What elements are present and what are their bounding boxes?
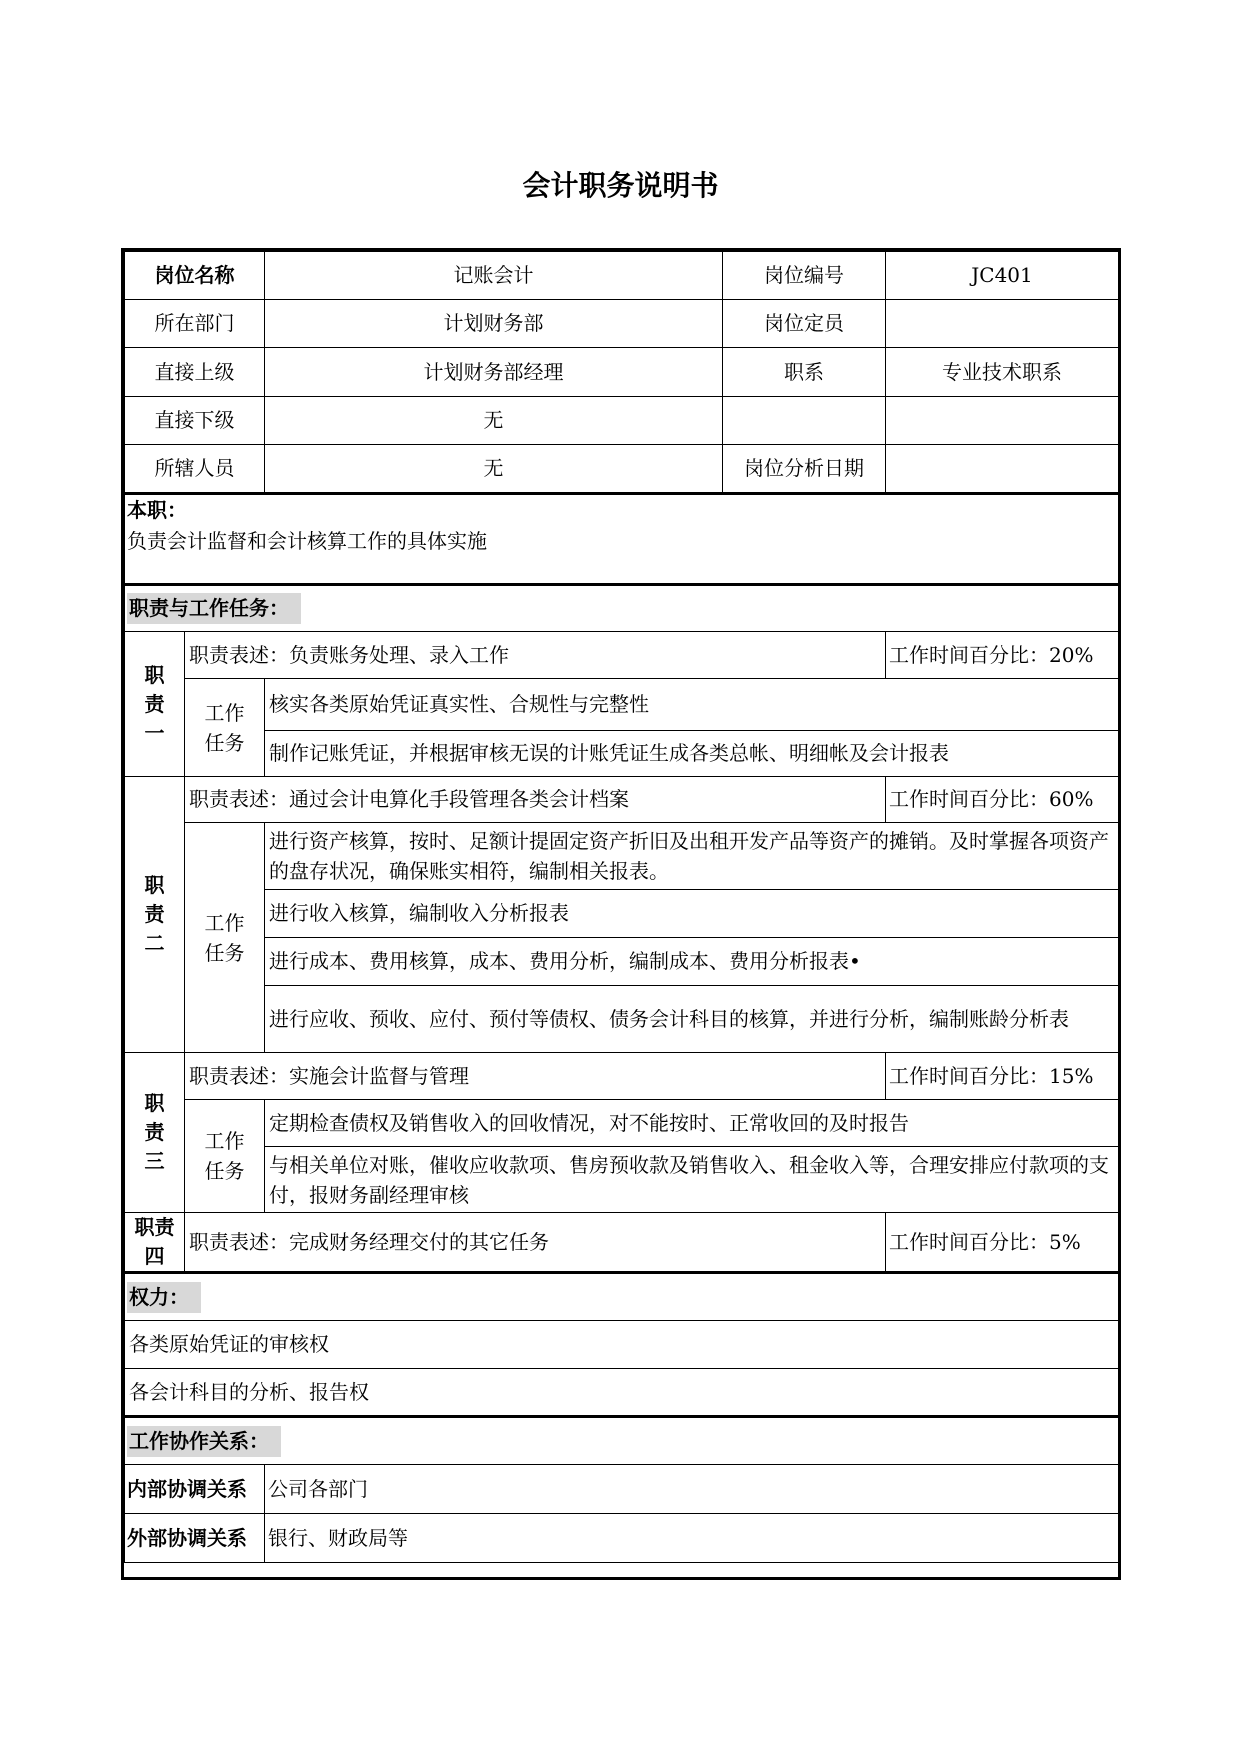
duty-pct: 工作时间百分比：15% bbox=[886, 1053, 1119, 1100]
task-item: 核实各类原始凭证真实性、合规性与完整性 bbox=[265, 679, 1119, 731]
task-row bbox=[125, 731, 1119, 777]
duty-desc: 职责表述：负责账务处理、录入工作 bbox=[185, 632, 886, 679]
internal-label: 内部协调关系 bbox=[125, 1465, 265, 1514]
info-row bbox=[125, 300, 1119, 348]
duty-desc-row bbox=[125, 777, 1119, 823]
info-value bbox=[886, 300, 1119, 348]
duty-pct: 工作时间百分比：5% bbox=[886, 1213, 1119, 1273]
info-value: 无 bbox=[265, 397, 723, 445]
info-label: 直接下级 bbox=[125, 397, 265, 445]
task-label: 工作 任务 bbox=[185, 1100, 265, 1213]
info-row bbox=[125, 348, 1119, 397]
duty-desc-row bbox=[125, 1213, 1119, 1273]
task-item: 与相关单位对账，催收应收款项、售房预收款及销售收入、租金收入等，合理安排应付款项的支付，报财务副经理审核 bbox=[265, 1147, 1119, 1213]
duty-pct: 工作时间百分比：20% bbox=[886, 632, 1119, 679]
task-row bbox=[125, 823, 1119, 890]
power-header-row bbox=[125, 1273, 1119, 1321]
duties-header-row bbox=[125, 585, 1119, 632]
info-label: 所在部门 bbox=[125, 300, 265, 348]
task-item: 进行资产核算，按时、足额计提固定资产折旧及出租开发产品等资产的摊销。及时掌握各项资产的盘存状况，确保账实相符，编制相关报表。 bbox=[265, 823, 1119, 890]
task-row bbox=[125, 1147, 1119, 1213]
internal-value: 公司各部门 bbox=[265, 1465, 1119, 1514]
task-row bbox=[125, 1100, 1119, 1147]
task-item: 进行成本、费用核算，成本、费用分析，编制成本、费用分析报表• bbox=[265, 938, 1119, 986]
cooperation-row bbox=[125, 1465, 1119, 1514]
info-row bbox=[125, 397, 1119, 445]
power-item: 各会计科目的分析、报告权 bbox=[125, 1369, 1119, 1417]
power-item: 各类原始凭证的审核权 bbox=[125, 1321, 1119, 1369]
info-label: 职系 bbox=[723, 348, 886, 397]
page-title: 会计职务说明书 bbox=[522, 169, 719, 202]
info-value: 计划财务部经理 bbox=[265, 348, 723, 397]
duty-desc-row bbox=[125, 1053, 1119, 1100]
task-row bbox=[125, 938, 1119, 986]
task-item: 进行收入核算，编制收入分析报表 bbox=[265, 890, 1119, 938]
cooperation-row bbox=[125, 1514, 1119, 1563]
duty-desc-row bbox=[125, 632, 1119, 679]
task-item: 制作记账凭证，并根据审核无误的计账凭证生成各类总帐、明细帐及会计报表 bbox=[265, 731, 1119, 777]
info-value: 计划财务部 bbox=[265, 300, 723, 348]
info-value: 无 bbox=[265, 445, 723, 494]
benzhi-section bbox=[125, 494, 1119, 585]
external-label: 外部协调关系 bbox=[125, 1514, 265, 1563]
task-item: 定期检查债权及销售收入的回收情况，对不能按时、正常收回的及时报告 bbox=[265, 1100, 1119, 1147]
external-value: 银行、财政局等 bbox=[265, 1514, 1119, 1563]
info-label: 岗位编号 bbox=[723, 252, 886, 300]
duty-label: 职 责 二 bbox=[125, 777, 185, 1053]
benzhi-text: 负责会计监督和会计核算工作的具体实施 bbox=[127, 529, 487, 553]
info-label: 直接上级 bbox=[125, 348, 265, 397]
duty-pct: 工作时间百分比：60% bbox=[886, 777, 1119, 823]
info-value: 记账会计 bbox=[265, 252, 723, 300]
duty-desc: 职责表述：完成财务经理交付的其它任务 bbox=[185, 1213, 886, 1273]
benzhi-label: 本职： bbox=[127, 498, 187, 522]
info-label: 岗位名称 bbox=[125, 252, 265, 300]
task-label: 工作 任务 bbox=[185, 823, 265, 1053]
duty-desc: 职责表述：实施会计监督与管理 bbox=[185, 1053, 886, 1100]
task-row bbox=[125, 890, 1119, 938]
job-description-table bbox=[121, 248, 1121, 1580]
info-value: 专业技术职系 bbox=[886, 348, 1119, 397]
info-label bbox=[723, 397, 886, 445]
info-label: 岗位定员 bbox=[723, 300, 886, 348]
task-label: 工作 任务 bbox=[185, 679, 265, 777]
info-row bbox=[125, 252, 1119, 300]
info-label: 岗位分析日期 bbox=[723, 445, 886, 494]
power-header: 权力： bbox=[127, 1282, 201, 1313]
info-row bbox=[125, 445, 1119, 494]
duty-label: 职 责 三 bbox=[125, 1053, 185, 1213]
task-row bbox=[125, 679, 1119, 731]
power-row bbox=[125, 1369, 1119, 1417]
duties-header: 职责与工作任务： bbox=[127, 593, 301, 624]
task-row bbox=[125, 986, 1119, 1053]
duty-label: 职 责 一 bbox=[125, 632, 185, 777]
power-row bbox=[125, 1321, 1119, 1369]
info-value bbox=[886, 397, 1119, 445]
cooperation-header-row bbox=[125, 1417, 1119, 1465]
info-value: JC401 bbox=[886, 252, 1119, 300]
duty-label: 职责 四 bbox=[125, 1213, 185, 1273]
info-value bbox=[886, 445, 1119, 494]
info-label: 所辖人员 bbox=[125, 445, 265, 494]
task-item: 进行应收、预收、应付、预付等债权、债务会计科目的核算，并进行分析，编制账龄分析表 bbox=[265, 986, 1119, 1053]
duty-desc: 职责表述：通过会计电算化手段管理各类会计档案 bbox=[185, 777, 886, 823]
cooperation-header: 工作协作关系： bbox=[127, 1426, 281, 1457]
